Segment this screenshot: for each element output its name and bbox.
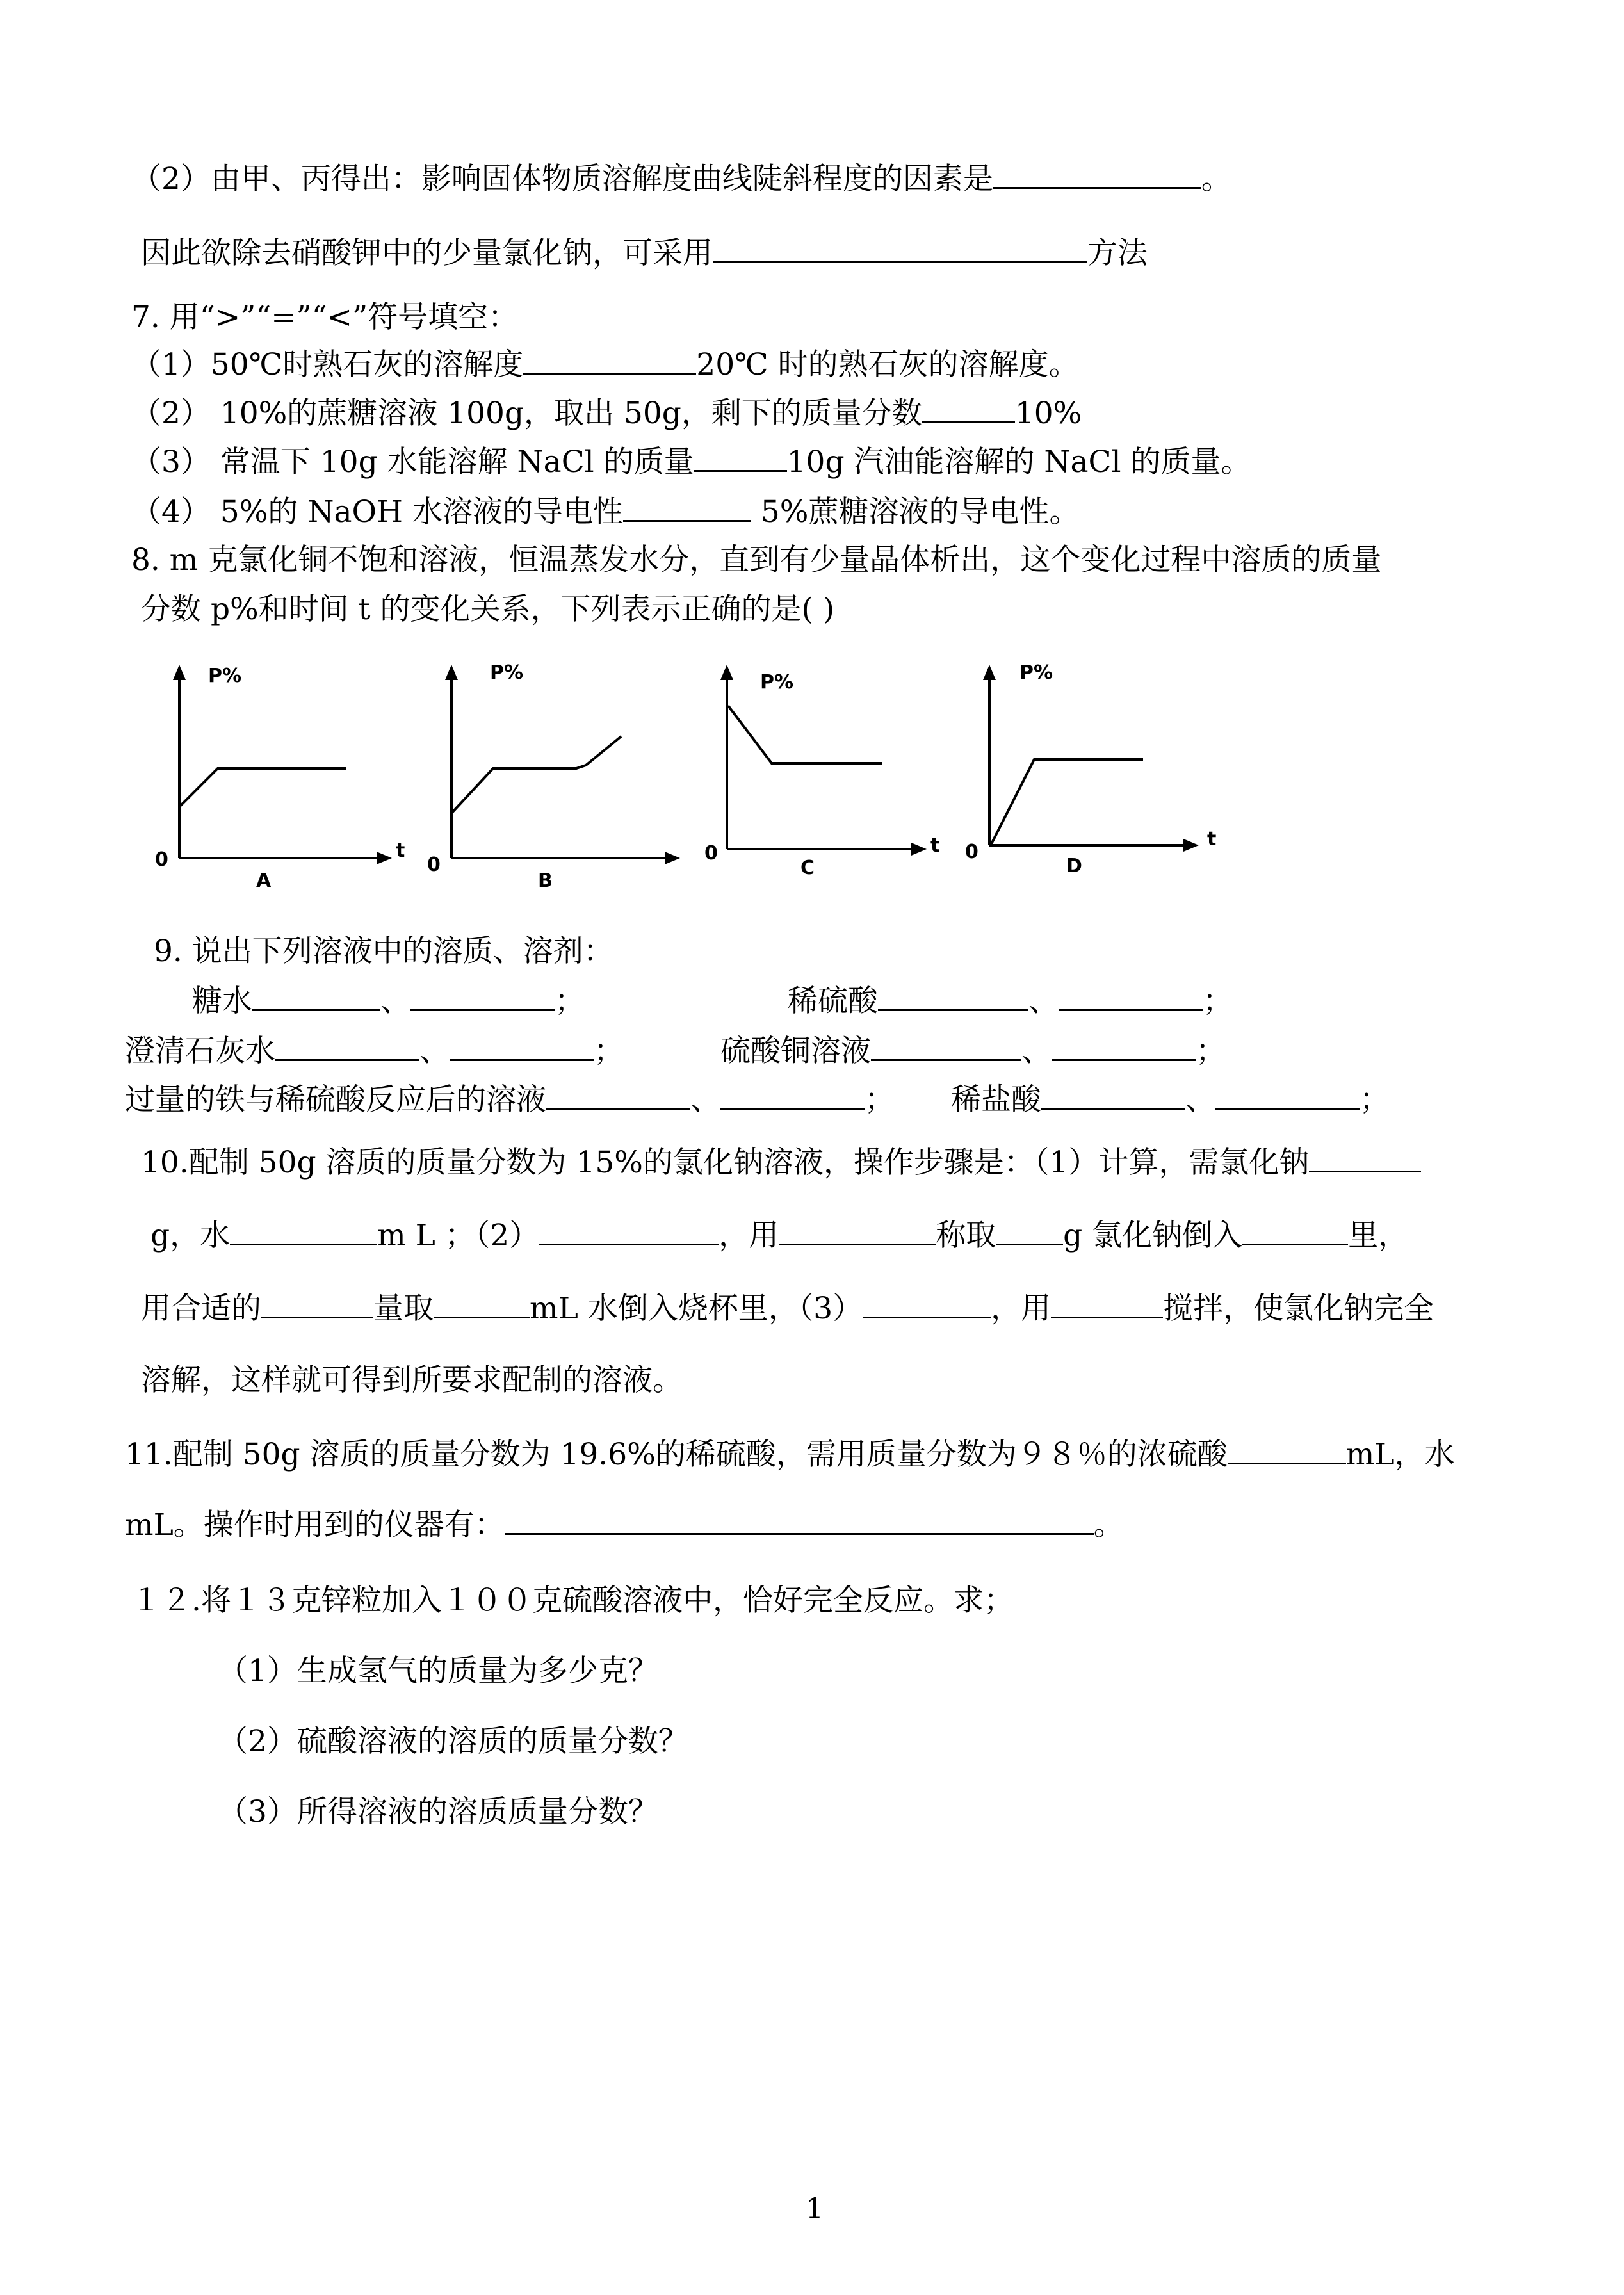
answer-blank[interactable] [922, 393, 1015, 423]
graph-option-d[interactable] [957, 660, 1226, 893]
q10-line-2: g，水 m L ；（2） ，用 称取 g 氯化钠倒入 里， [150, 1215, 1408, 1255]
answer-blank[interactable] [230, 1215, 377, 1245]
solvent-blank[interactable] [720, 1080, 865, 1110]
q10-line-3: 用合适的 量取 mL 水倒入烧杯里，（3） ，用 搅拌，使氯化钠完全 [141, 1288, 1434, 1328]
answer-blank[interactable] [1309, 1142, 1421, 1172]
answer-blank[interactable] [261, 1288, 373, 1318]
solvent-blank[interactable] [1059, 981, 1203, 1011]
q7-line-1: （1）50℃时熟石灰的溶解度 20℃ 时的熟石灰的溶解度。 [131, 345, 1079, 384]
answer-blank[interactable] [434, 1288, 530, 1318]
option-label: C [800, 857, 815, 879]
q9-title: 9. 说出下列溶液中的溶质、溶剂： [154, 934, 613, 969]
origin-label: 0 [704, 842, 718, 864]
graph-option-c[interactable] [701, 660, 970, 893]
origin-label: 0 [965, 841, 978, 863]
solvent-blank[interactable] [1052, 1031, 1196, 1061]
q12-title: １２.将１３克锌粒加入１００克硫酸溶液中，恰好完全反应。求； [131, 1583, 1014, 1618]
solute-blank[interactable] [252, 981, 380, 1011]
q9-hydrochloric: 稀盐酸 、 ； [951, 1080, 1390, 1119]
q12-sub-2: （2）硫酸溶液的溶质的质量分数？ [218, 1724, 688, 1759]
q10-line-1: 10.配制 50g 溶质的质量分数为 15%的氯化钠溶液，操作步骤是：（1）计算，需氯化钠 [141, 1142, 1421, 1182]
q12-sub-3: （3）所得溶液的溶质质量分数？ [218, 1794, 658, 1829]
option-label: A [256, 870, 272, 890]
answer-blank[interactable] [623, 492, 751, 522]
solute-blank[interactable] [871, 1031, 1021, 1061]
solute-blank[interactable] [1041, 1080, 1185, 1110]
q10-line-4: 溶解，这样就可得到所要求配制的溶液。 [141, 1363, 683, 1398]
option-label: D [1066, 855, 1082, 877]
q6-part2-line: （2）由甲、丙得出：影响固体物质溶解度曲线陡斜程度的因素是 。 [131, 159, 1231, 199]
answer-blank[interactable] [505, 1505, 1094, 1535]
q6-method-line: 因此欲除去硝酸钾中的少量氯化钠，可采用 方法 [141, 233, 1148, 273]
x-axis-label: t [396, 839, 405, 862]
option-label: B [538, 870, 553, 890]
answer-blank[interactable] [1228, 1434, 1346, 1464]
answer-blank[interactable] [539, 1215, 719, 1245]
q11-line-1: 11.配制 50g 溶质的质量分数为 19.6%的稀硫酸，需用质量分数为９８％的浓硫酸 mL，水 [125, 1434, 1455, 1474]
answer-blank[interactable] [1242, 1215, 1348, 1245]
solute-blank[interactable] [878, 981, 1028, 1011]
solvent-blank[interactable] [410, 981, 555, 1011]
page-number: 1 [806, 2193, 824, 2225]
q9-copper-sulfate: 硫酸铜溶液 、 ； [720, 1031, 1226, 1071]
answer-blank[interactable] [996, 1215, 1063, 1245]
y-axis-label: P% [760, 671, 794, 693]
answer-blank[interactable] [713, 233, 1087, 263]
q12-sub-1: （1）生成氢气的质量为多少克？ [218, 1653, 658, 1689]
answer-blank[interactable] [523, 345, 696, 375]
solute-blank[interactable] [546, 1080, 690, 1110]
x-axis-label: t [930, 834, 940, 857]
q7-line-4: （4） 5%的 NaOH 水溶液的导电性 5%蔗糖溶液的导电性。 [131, 492, 1079, 531]
q7-line-2: （2） 10%的蔗糖溶液 100g，取出 50g，剩下的质量分数 10% [131, 393, 1082, 433]
q9-limewater: 澄清石灰水 、 ； [125, 1031, 624, 1071]
graph-option-b[interactable] [419, 660, 688, 893]
solute-blank[interactable] [275, 1031, 419, 1061]
answer-blank[interactable] [1051, 1288, 1163, 1318]
solvent-blank[interactable] [1215, 1080, 1360, 1110]
y-axis-label: P% [490, 661, 524, 684]
answer-blank[interactable] [993, 159, 1201, 189]
q9-iron-solution: 过量的铁与稀硫酸反应后的溶液 、 ； [125, 1080, 895, 1119]
x-axis-label: t [1207, 828, 1217, 850]
q7-line-3: （3） 常温下 10g 水能溶解 NaCl 的质量 10g 汽油能溶解的 NaCl 的质量。 [131, 442, 1251, 482]
q8-line-1: 8. m 克氯化铜不饱和溶液，恒温蒸发水分，直到有少量晶体析出，这个变化过程中溶质的质量 [131, 542, 1382, 578]
origin-label: 0 [427, 854, 441, 876]
q8-line-2: 分数 p%和时间 t 的变化关系，下列表示正确的是( ) [141, 592, 835, 627]
origin-label: 0 [155, 848, 168, 871]
graph-option-a[interactable] [147, 660, 416, 893]
q11-line-2: mL。操作时用到的仪器有： 。 [125, 1505, 1124, 1545]
y-axis-label: P% [208, 665, 242, 687]
answer-blank[interactable] [694, 442, 787, 472]
solvent-blank[interactable] [450, 1031, 594, 1061]
answer-blank[interactable] [863, 1288, 991, 1318]
q9-sugar-water: 糖水 、 ； [192, 981, 585, 1021]
q7-title: 7. 用“>”“=”“<”符号填空： [131, 300, 519, 335]
y-axis-label: P% [1019, 661, 1053, 684]
q9-dilute-sulfuric: 稀硫酸 、 ； [788, 981, 1233, 1021]
answer-blank[interactable] [779, 1215, 936, 1245]
